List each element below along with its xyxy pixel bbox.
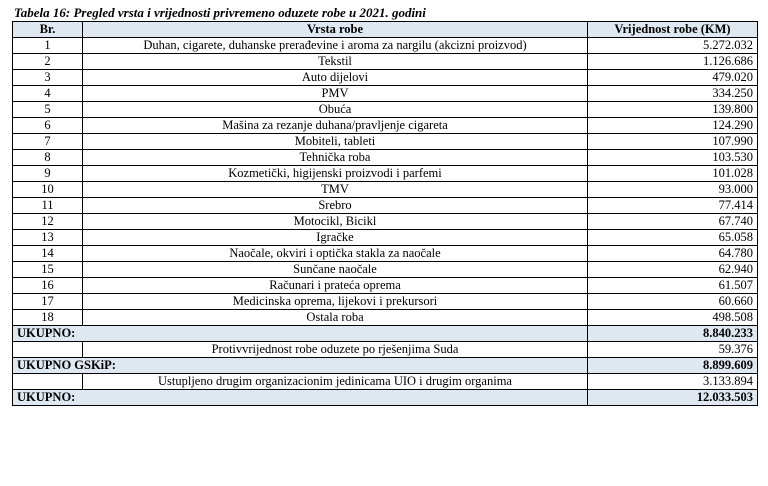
table-row [13, 182, 758, 198]
grand-total-row [13, 390, 758, 406]
grand-total-value: 12.033.503 [588, 390, 758, 406]
row-number: 5 [13, 102, 83, 118]
row-number: 18 [13, 310, 83, 326]
row-goods-type: Auto dijelovi [83, 70, 588, 86]
row-goods-value: 62.940 [588, 262, 758, 278]
row-number: 13 [13, 230, 83, 246]
row-number: 14 [13, 246, 83, 262]
grand-total-label: UKUPNO: [13, 390, 588, 406]
row-goods-type: TMV [83, 182, 588, 198]
table-row [13, 70, 758, 86]
row-goods-type: Računari i prateća oprema [83, 278, 588, 294]
header-goods-value: Vrijednost robe (KM) [588, 22, 758, 38]
row-number: 4 [13, 86, 83, 102]
row-number: 1 [13, 38, 83, 54]
row-goods-type: Ostala roba [83, 310, 588, 326]
row-number: 3 [13, 70, 83, 86]
row-goods-type: Duhan, cigarete, duhanske prerađevine i aroma za nargilu (akcizni proizvod) [83, 38, 588, 54]
table-body [13, 38, 758, 326]
table-row [13, 118, 758, 134]
court-row [13, 342, 758, 358]
row-number: 6 [13, 118, 83, 134]
row-goods-value: 479.020 [588, 70, 758, 86]
ceded-empty-cell [13, 374, 83, 390]
total-label: UKUPNO: [13, 326, 588, 342]
row-goods-type: Kozmetički, higijenski proizvodi i parfemi [83, 166, 588, 182]
total-value: 8.840.233 [588, 326, 758, 342]
row-goods-value: 64.780 [588, 246, 758, 262]
row-goods-value: 101.028 [588, 166, 758, 182]
row-goods-value: 1.126.686 [588, 54, 758, 70]
table-row [13, 294, 758, 310]
row-goods-value: 139.800 [588, 102, 758, 118]
gskip-total-label: UKUPNO GSKiP: [13, 358, 588, 374]
ceded-row [13, 374, 758, 390]
table-row [13, 134, 758, 150]
row-number: 8 [13, 150, 83, 166]
row-goods-value: 334.250 [588, 86, 758, 102]
header-row [13, 22, 758, 38]
row-number: 10 [13, 182, 83, 198]
header-goods-type: Vrsta robe [83, 22, 588, 38]
row-goods-value: 5.272.032 [588, 38, 758, 54]
table-row [13, 86, 758, 102]
table-row [13, 214, 758, 230]
table-row [13, 310, 758, 326]
row-goods-type: Srebro [83, 198, 588, 214]
row-goods-type: Naočale, okviri i optička stakla za naočale [83, 246, 588, 262]
row-number: 2 [13, 54, 83, 70]
report-table-container [12, 5, 757, 406]
total-row [13, 326, 758, 342]
table-row [13, 166, 758, 182]
court-value: 59.376 [588, 342, 758, 358]
row-goods-value: 65.058 [588, 230, 758, 246]
row-goods-type: Tekstil [83, 54, 588, 70]
row-goods-value: 77.414 [588, 198, 758, 214]
row-goods-type: Medicinska oprema, lijekovi i prekursori [83, 294, 588, 310]
row-goods-type: Mobiteli, tableti [83, 134, 588, 150]
table-row [13, 150, 758, 166]
table-row [13, 278, 758, 294]
row-goods-value: 61.507 [588, 278, 758, 294]
seized-goods-table [12, 21, 758, 406]
row-number: 12 [13, 214, 83, 230]
row-goods-value: 67.740 [588, 214, 758, 230]
row-goods-type: Mašina za rezanje duhana/pravljenje cigareta [83, 118, 588, 134]
ceded-value: 3.133.894 [588, 374, 758, 390]
row-goods-value: 60.660 [588, 294, 758, 310]
row-number: 11 [13, 198, 83, 214]
row-goods-type: Sunčane naočale [83, 262, 588, 278]
row-goods-type: PMV [83, 86, 588, 102]
table-row [13, 246, 758, 262]
row-goods-value: 124.290 [588, 118, 758, 134]
row-goods-type: Igračke [83, 230, 588, 246]
court-label: Protivvrijednost robe oduzete po rješenjima Suda [83, 342, 588, 358]
header-number: Br. [13, 22, 83, 38]
row-goods-value: 93.000 [588, 182, 758, 198]
row-goods-value: 103.530 [588, 150, 758, 166]
row-goods-type: Tehnička roba [83, 150, 588, 166]
court-empty-cell [13, 342, 83, 358]
row-number: 9 [13, 166, 83, 182]
row-number: 7 [13, 134, 83, 150]
table-row [13, 198, 758, 214]
table-row [13, 38, 758, 54]
row-number: 16 [13, 278, 83, 294]
table-row [13, 230, 758, 246]
table-row [13, 262, 758, 278]
row-number: 17 [13, 294, 83, 310]
row-number: 15 [13, 262, 83, 278]
ceded-label: Ustupljeno drugim organizacionim jedinicama UIO i drugim organima [83, 374, 588, 390]
row-goods-type: Motocikl, Bicikl [83, 214, 588, 230]
row-goods-value: 107.990 [588, 134, 758, 150]
gskip-total-row [13, 358, 758, 374]
gskip-total-value: 8.899.609 [588, 358, 758, 374]
table-row [13, 54, 758, 70]
row-goods-type: Obuća [83, 102, 588, 118]
table-caption: Tabela 16: Pregled vrsta i vrijednosti privremeno oduzete robe u 2021. godini [14, 5, 426, 20]
row-goods-value: 498.508 [588, 310, 758, 326]
table-row [13, 102, 758, 118]
